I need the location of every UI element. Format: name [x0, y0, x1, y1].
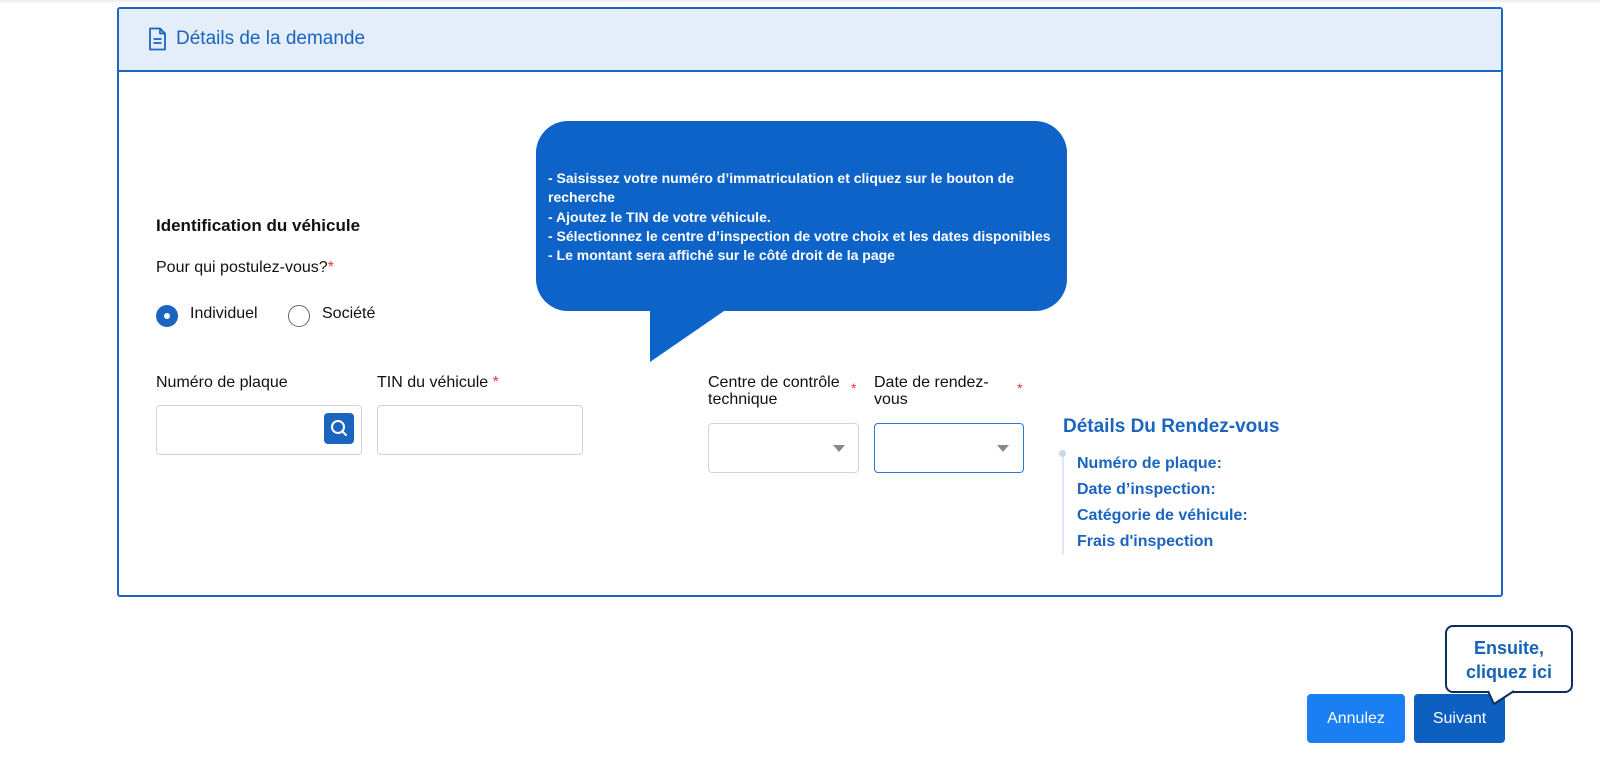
radio-societe-label[interactable]: Société: [322, 305, 376, 322]
document-icon: [147, 27, 167, 51]
tooltip-tail: [650, 300, 740, 364]
required-mark: *: [327, 259, 334, 276]
detail-inspection-date: Date d’inspection:: [1077, 481, 1216, 498]
question-text: Pour qui postulez-vous?: [156, 259, 328, 276]
date-label-line2: vous: [874, 391, 908, 408]
search-icon: [324, 413, 354, 444]
date-required-mark: *: [1017, 380, 1023, 396]
callout-text: Ensuite, cliquez ici: [1465, 638, 1553, 682]
centre-label: [708, 374, 840, 408]
instructions-text: - Saisissez votre numéro d’immatriculation et cliquez sur le bouton de recherche - Ajoutez le TIN de votre véhicule. - Sélectionnez le centre d’inspection de votre choix et les dates disponibles - Le montant sera affiché sur le côté droit de la page: [548, 170, 1051, 264]
applicant-question: [156, 259, 334, 277]
plate-search-button[interactable]: [324, 413, 354, 444]
detail-inspection-fee: Frais d'inspection: [1077, 533, 1214, 550]
tin-required-mark: *: [492, 374, 499, 391]
detail-vehicle-category: Catégorie de véhicule:: [1077, 507, 1248, 524]
centre-label-line2: technique: [708, 391, 778, 408]
centre-required-mark: *: [851, 380, 857, 396]
tin-input[interactable]: [377, 405, 583, 455]
card-header: [119, 9, 1501, 72]
detail-plate-number: Numéro de plaque:: [1077, 455, 1222, 472]
next-button[interactable]: Suivant: [1414, 694, 1505, 743]
tin-label: [377, 374, 499, 391]
callout-tail: [1488, 690, 1516, 706]
radio-individuel[interactable]: [156, 305, 178, 327]
date-label-line1: Date de rendez-: [874, 374, 989, 391]
caret-down-icon: [833, 445, 845, 452]
centre-label-line1: Centre de contrôle: [708, 374, 840, 391]
cancel-button[interactable]: Annulez: [1307, 694, 1405, 743]
card-title: Détails de la demande: [176, 28, 366, 49]
section-title: Identification du véhicule: [156, 216, 361, 235]
radio-individuel-label[interactable]: Individuel: [190, 305, 258, 322]
top-edge: [0, 0, 1600, 4]
caret-down-icon: [997, 445, 1009, 452]
timeline-line: [1062, 452, 1064, 555]
tin-label-text: TIN du véhicule: [377, 374, 489, 391]
appointment-details-title: Détails Du Rendez-vous: [1063, 416, 1280, 437]
plate-number-label: Numéro de plaque: [156, 374, 288, 391]
date-label: [874, 374, 989, 408]
timeline-dot: [1059, 450, 1066, 457]
radio-societe[interactable]: [288, 305, 310, 327]
